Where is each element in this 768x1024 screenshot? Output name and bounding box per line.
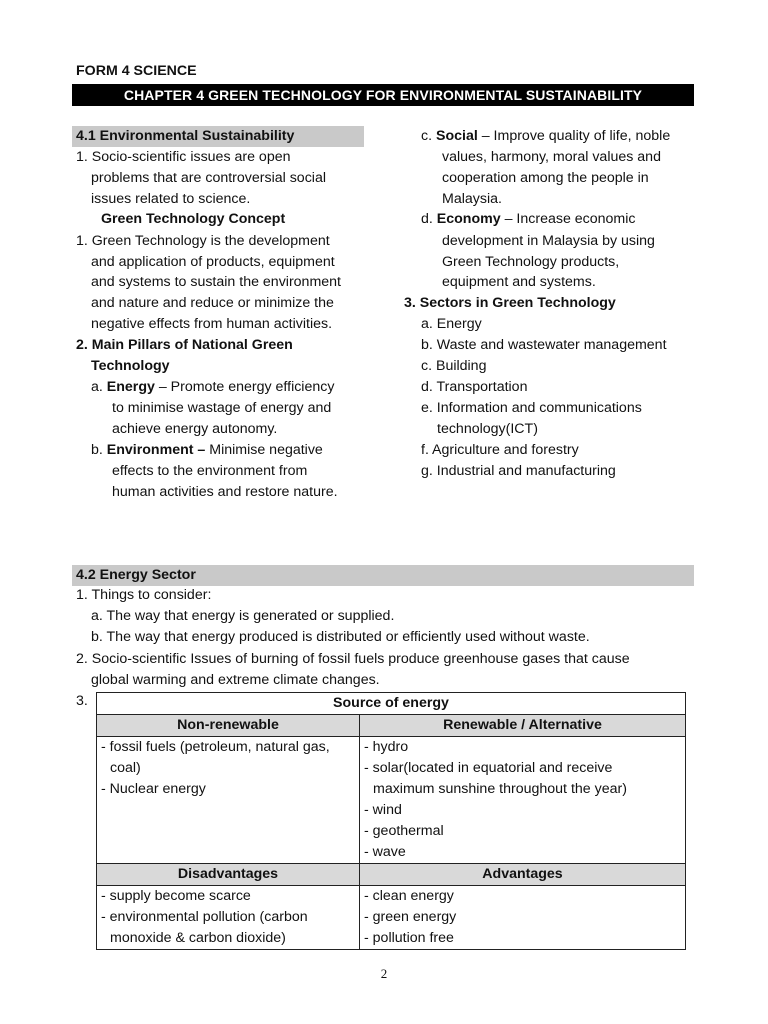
things-heading: 1. Things to consider: bbox=[76, 587, 212, 603]
pillar-text: – Promote energy efficiency bbox=[154, 379, 335, 395]
list-item: - solar(located in equatorial and receive bbox=[364, 760, 613, 776]
col-head-disadvantages: Disadvantages bbox=[97, 864, 360, 886]
list-item: maximum sunshine throughout the year) bbox=[373, 781, 627, 797]
sector-item: f. Agriculture and forestry bbox=[421, 442, 579, 458]
list-item: - green energy bbox=[364, 909, 457, 925]
sector-item: e. Information and communications bbox=[421, 400, 642, 416]
pillar-energy bbox=[91, 377, 334, 398]
chapter-title: CHAPTER 4 GREEN TECHNOLOGY FOR ENVIRONMENTAL SUSTAINABILITY bbox=[72, 84, 694, 106]
pillar-text: Green Technology products, bbox=[442, 254, 620, 270]
list-item: - wind bbox=[364, 802, 402, 818]
sector-item: d. Transportation bbox=[421, 379, 528, 395]
page-number: 2 bbox=[380, 966, 388, 981]
list-item: - wave bbox=[364, 844, 406, 860]
pillar-text: values, harmony, moral values and bbox=[442, 149, 661, 165]
list-item: - clean energy bbox=[364, 888, 454, 904]
col-head-renewable: Renewable / Alternative bbox=[360, 715, 686, 737]
pillar-prefix: c. bbox=[421, 128, 436, 144]
pillars-heading: Technology bbox=[91, 358, 170, 374]
list-item: - fossil fuels (petroleum, natural gas, bbox=[101, 739, 330, 755]
sector-item: technology(ICT) bbox=[437, 421, 538, 437]
pillar-text: effects to the environment from bbox=[112, 463, 308, 479]
sector-item: c. Building bbox=[421, 358, 487, 374]
pillar-label: Social bbox=[435, 128, 478, 144]
pillar-text: achieve energy autonomy. bbox=[112, 421, 278, 437]
things-item: a. The way that energy is generated or supplied. bbox=[91, 608, 395, 624]
pillar-social bbox=[421, 126, 670, 147]
concept-line: and systems to sustain the environment bbox=[91, 274, 341, 290]
sectors-heading: 3. Sectors in Green Technology bbox=[404, 295, 616, 311]
list-item: coal) bbox=[110, 760, 141, 776]
pillar-prefix: a. bbox=[91, 379, 107, 395]
pillar-environment bbox=[91, 440, 323, 461]
sector-item: b. Waste and wastewater management bbox=[421, 337, 667, 353]
disadvantages-cell bbox=[97, 886, 360, 950]
pillar-text: cooperation among the people in bbox=[442, 170, 649, 186]
section-42-heading: 4.2 Energy Sector bbox=[72, 565, 694, 586]
energy-source-table bbox=[96, 692, 686, 950]
concept-line: negative effects from human activities. bbox=[91, 316, 333, 332]
renewable-cell bbox=[360, 737, 686, 864]
item-number-3: 3. bbox=[76, 693, 88, 709]
pillar-text: – Improve quality of life, noble bbox=[477, 128, 671, 144]
sector-item: g. Industrial and manufacturing bbox=[421, 463, 616, 479]
list-item: - supply become scarce bbox=[101, 888, 251, 904]
list-item: - hydro bbox=[364, 739, 409, 755]
nonrenewable-cell bbox=[97, 737, 360, 864]
pillar-label: Energy bbox=[106, 379, 155, 395]
pillar-prefix: d. bbox=[421, 211, 437, 227]
pillar-label: Economy bbox=[436, 211, 501, 227]
pillar-text: Minimise negative bbox=[205, 442, 323, 458]
pillar-text: development in Malaysia by using bbox=[442, 233, 655, 249]
concept-line: and nature and reduce or minimize the bbox=[91, 295, 334, 311]
pillar-text: equipment and systems. bbox=[442, 274, 596, 290]
list-item: - Nuclear energy bbox=[101, 781, 206, 797]
issue-line: 1. Socio-scientific issues are open bbox=[76, 149, 291, 165]
pillar-text: – Increase economic bbox=[500, 211, 636, 227]
sector-item: a. Energy bbox=[421, 316, 482, 332]
form-title: FORM 4 SCIENCE bbox=[76, 63, 197, 79]
concept-heading: Green Technology Concept bbox=[101, 211, 286, 227]
pillar-label: Environment – bbox=[106, 442, 206, 458]
issue-line: problems that are controversial social bbox=[91, 170, 326, 186]
pillar-text: Malaysia. bbox=[442, 191, 502, 207]
table-title: Source of energy bbox=[97, 693, 686, 715]
pillars-heading: 2. Main Pillars of National Green bbox=[76, 337, 293, 353]
list-item: monoxide & carbon dioxide) bbox=[110, 930, 286, 946]
fossil-issue: 2. Socio-scientific Issues of burning of fossil fuels produce greenhouse gases that cause bbox=[76, 651, 630, 667]
fossil-issue: global warming and extreme climate changes. bbox=[91, 672, 380, 688]
issue-line: issues related to science. bbox=[91, 191, 251, 207]
pillar-text: to minimise wastage of energy and bbox=[112, 400, 332, 416]
pillar-text: human activities and restore nature. bbox=[112, 484, 338, 500]
list-item: - environmental pollution (carbon bbox=[101, 909, 308, 925]
things-item: b. The way that energy produced is distributed or efficiently used without waste. bbox=[91, 629, 590, 645]
list-item: - geothermal bbox=[364, 823, 444, 839]
col-head-nonrenewable: Non-renewable bbox=[97, 715, 360, 737]
col-head-advantages: Advantages bbox=[360, 864, 686, 886]
concept-line: 1. Green Technology is the development bbox=[76, 233, 330, 249]
pillar-prefix: b. bbox=[91, 442, 107, 458]
advantages-cell bbox=[360, 886, 686, 950]
concept-line: and application of products, equipment bbox=[91, 254, 335, 270]
section-41-heading: 4.1 Environmental Sustainability bbox=[72, 126, 364, 147]
pillar-economy bbox=[421, 209, 636, 230]
list-item: - pollution free bbox=[364, 930, 454, 946]
